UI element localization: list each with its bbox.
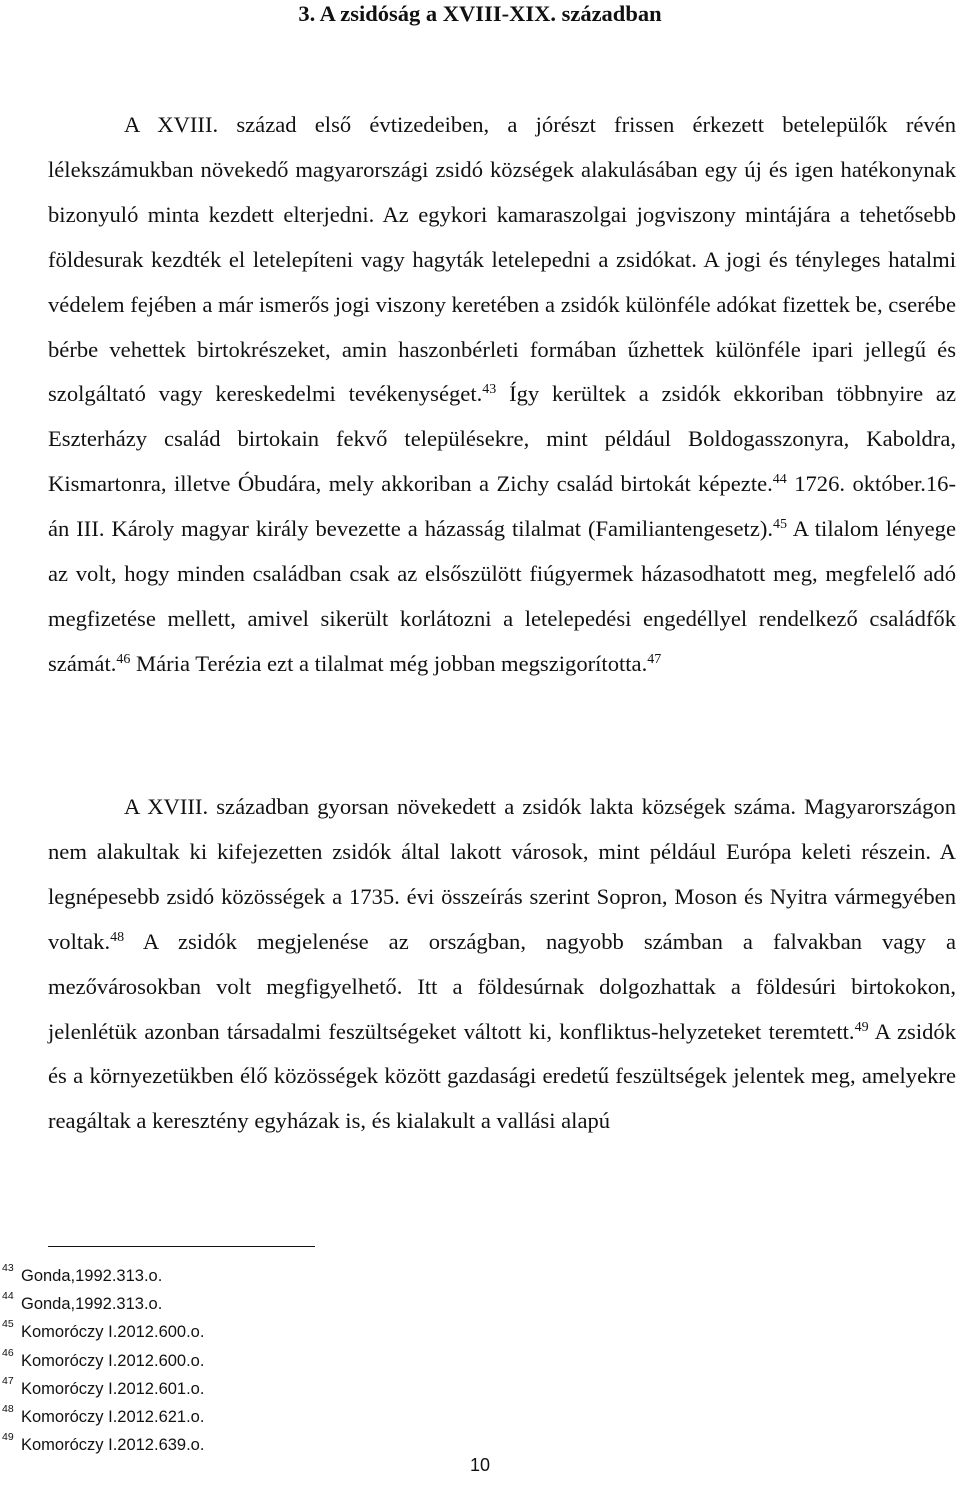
paragraph-1-text-2: Így kerültek a zsidók ekkoriban többnyire az Eszterházy család birtokain fekvő településekre, mint például Boldogasszonyra, Kaboldra, Kismartonra, illetve Óbudára, mely akkoriban a Zichy család birtokát képezte.: [48, 381, 956, 497]
footnote-ref-44: 44: [772, 472, 787, 488]
footnote-text: Komoróczy I.2012.600.o.: [21, 1323, 205, 1342]
footnote-number: 46: [2, 1346, 14, 1359]
chapter-heading: 3. A zsidóság a XVIII-XIX. században: [298, 1, 662, 26]
footnote-ref-46: 46: [116, 651, 131, 667]
footnote-ref-48: 48: [110, 929, 125, 945]
footnote-ref-45: 45: [773, 517, 788, 533]
footnote-separator: [48, 1246, 315, 1247]
paragraph-2-text-2: A zsidók megjelenése az országban, nagyobb számban a falvakban vagy a mezővárosokban volt megfigyelhető. Itt a földesúrnak dolgozhattak a földesúri birtokokon, jelenlétük azonban társadalmi feszültségeket váltott ki, konfliktus-helyzeteket teremtett.: [48, 928, 956, 1044]
paragraph-2-text-1: A XVIII. században gyorsan növekedett a zsidók lakta községek száma. Magyarországon nem alakultak ki kifejezetten zsidók által lakott városok, mint például Európa keleti részein. A legnépesebb zsidó közösségek a 1735. évi összeírás szerint Sopron, Moson és Nyitra vármegyében voltak.: [48, 794, 956, 954]
paragraph-1-text-4: A tilalom lényege az volt, hogy minden családban csak az elsőszülött fiúgyermek házasodhatott meg, megfelelő adó megfizetése mellett, amivel sikerült korlátozni a letelepedési engedéllyel rendelkező családfők számát.: [48, 516, 956, 676]
footnote-number: 48: [2, 1402, 14, 1415]
footnote-number: 47: [2, 1374, 14, 1387]
footnote-ref-47: 47: [647, 651, 662, 667]
footnote-ref-49: 49: [854, 1019, 869, 1035]
footnote-ref-43: 43: [482, 382, 497, 398]
paragraph-2-text-3: A zsidók és a környezetükben élő közösségek között gazdasági eredetű feszültségek jelentek meg, amelyekre reagáltak a keresztény egyházak is, és kialakult a vallási alapú: [48, 1018, 957, 1134]
paragraph-1-text-5: Mária Terézia ezt a tilalmat még jobban megszigorította.: [130, 650, 648, 676]
footnote-number: 49: [2, 1431, 14, 1444]
page-number: 10: [469, 1455, 491, 1475]
footnote-number: 43: [2, 1262, 14, 1274]
footnote-text: Komoróczy I.2012.601.o.: [21, 1379, 205, 1398]
body-paragraph-2: [48, 785, 956, 1144]
footnote-text: Gonda,1992.313.o.: [21, 1295, 163, 1314]
paragraph-1-text-1: A XVIII. század első évtizedeiben, a jórészt frissen érkezett betelepülők révén lélekszámukban növekedő magyarországi zsidó községek alakulásában egy új és igen hatékonynak bizonyuló minta kezdett elterjedni. Az egykori kamaraszolgai jogviszony mintájára a tehetősebb földesurak kezdték el letelepíteni vagy hagyták letelepedni a zsidókat. A jogi és tényleges hatalmi védelem fejében a már ismerős jogi viszony keretében a zsidók különféle adókat fizettek be, cserébe bérbe vehettek birtokrészeket, amin haszonbérleti formában űzhettek különféle ipari jellegű és szolgáltató vagy kereskedelmi tevékenységet.: [48, 112, 956, 407]
footnote-number: 44: [2, 1290, 14, 1303]
footnote-text: Gonda,1992.313.o.: [21, 1267, 163, 1285]
body-paragraph-1: [48, 103, 956, 687]
footnote-number: 45: [2, 1318, 14, 1331]
paragraph-1-text-3: 1726. október.16-án III. Károly magyar király bevezette a házasság tilalmat (Familiantengesetz).: [48, 471, 956, 542]
footnote-text: Komoróczy I.2012.639.o.: [21, 1436, 205, 1455]
footnote-text: Komoróczy I.2012.600.o.: [21, 1351, 205, 1370]
footnote-text: Komoróczy I.2012.621.o.: [21, 1407, 205, 1426]
